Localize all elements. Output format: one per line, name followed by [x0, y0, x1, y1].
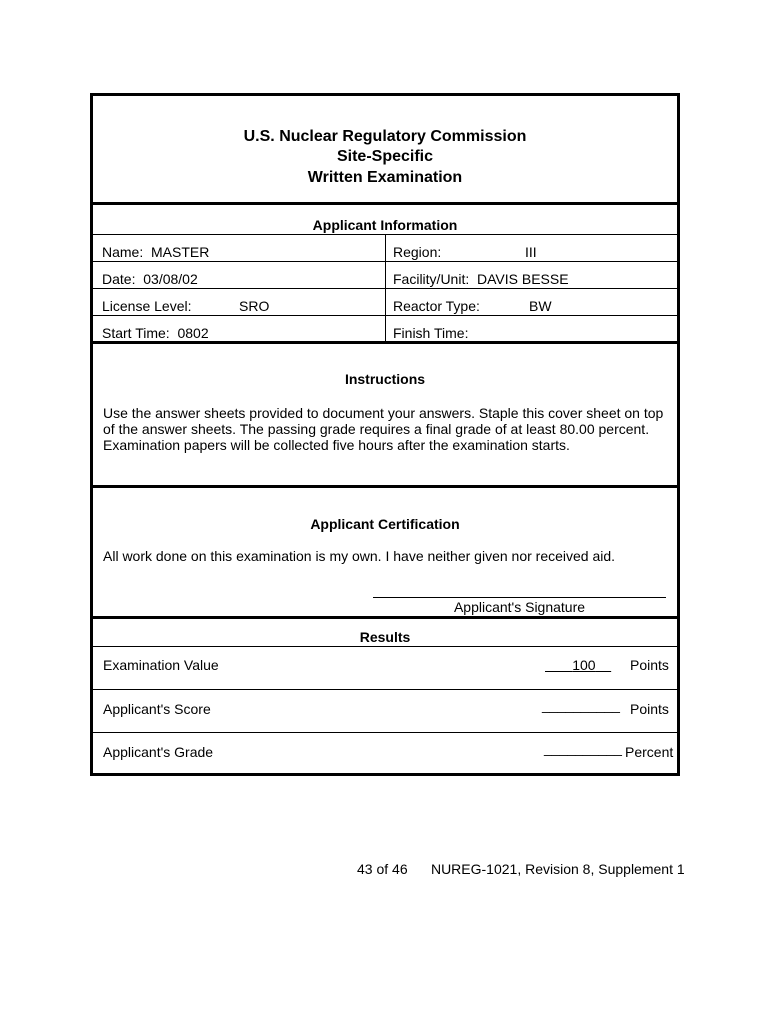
score-label: Applicant's Score [103, 701, 211, 717]
form-title-line2: Site-Specific [336, 148, 434, 165]
region-value: III [525, 244, 537, 260]
date-value: 03/08/02 [143, 271, 198, 287]
applicant-info-heading: Applicant Information [312, 217, 458, 233]
form-title-line1: U.S. Nuclear Regulatory Commission [243, 128, 527, 145]
start-time-label: Start Time: [102, 325, 170, 341]
certification-body: All work done on this examination is my own. I have neither given nor received aid. [103, 548, 616, 564]
reactor-value: BW [529, 298, 552, 314]
score-blank: __________ [542, 697, 620, 713]
score-unit: Points [630, 701, 669, 717]
facility-field [393, 271, 569, 287]
grade-label: Applicant's Grade [103, 744, 214, 760]
license-label: License Level: [102, 298, 192, 314]
exam-value-number: 100 [572, 657, 596, 673]
facility-value: DAVIS BESSE [477, 271, 569, 287]
certification-heading: Applicant Certification [310, 516, 460, 532]
date-field [102, 271, 198, 287]
divider [93, 485, 677, 488]
exam-value [545, 657, 611, 673]
divider [93, 288, 677, 289]
instructions-body: Use the answer sheets provided to document your answers. Staple this cover sheet on top of the answer sheets. The passing grade requires a final grade of at least 80.00 percent. Examination papers will be collected five hours after the examination starts. [103, 405, 664, 453]
page-footer [357, 861, 685, 877]
document-reference: NUREG-1021, Revision 8, Supplement 1 [430, 861, 685, 877]
region-label: Region: [393, 244, 442, 260]
divider [93, 315, 677, 316]
exam-cover-form [90, 93, 680, 776]
date-label: Date: [102, 271, 136, 287]
form-title-line3: Written Examination [307, 169, 463, 186]
divider [93, 732, 677, 733]
name-field [102, 244, 209, 260]
finish-time-label: Finish Time: [393, 325, 469, 341]
signature-label: Applicant's Signature [453, 599, 586, 615]
divider [93, 689, 677, 690]
grade-blank: __________ [544, 740, 622, 756]
reactor-label: Reactor Type: [393, 298, 480, 314]
license-value: SRO [239, 298, 270, 314]
divider [93, 616, 677, 619]
results-heading: Results [359, 629, 411, 645]
exam-value-label: Examination Value [103, 657, 219, 673]
divider [93, 341, 677, 344]
divider [93, 261, 677, 262]
start-time-value: 0802 [177, 325, 209, 341]
start-time-field [102, 325, 209, 341]
name-label: Name: [102, 244, 144, 260]
instructions-heading: Instructions [344, 371, 426, 387]
divider [93, 202, 677, 205]
grade-unit: Percent [625, 744, 674, 760]
facility-label: Facility/Unit: [393, 271, 470, 287]
page-number: 43 of 46 [357, 861, 408, 877]
name-value: MASTER [151, 244, 210, 260]
divider [93, 646, 677, 647]
exam-value-unit: Points [630, 657, 669, 673]
signature-line [373, 597, 666, 598]
